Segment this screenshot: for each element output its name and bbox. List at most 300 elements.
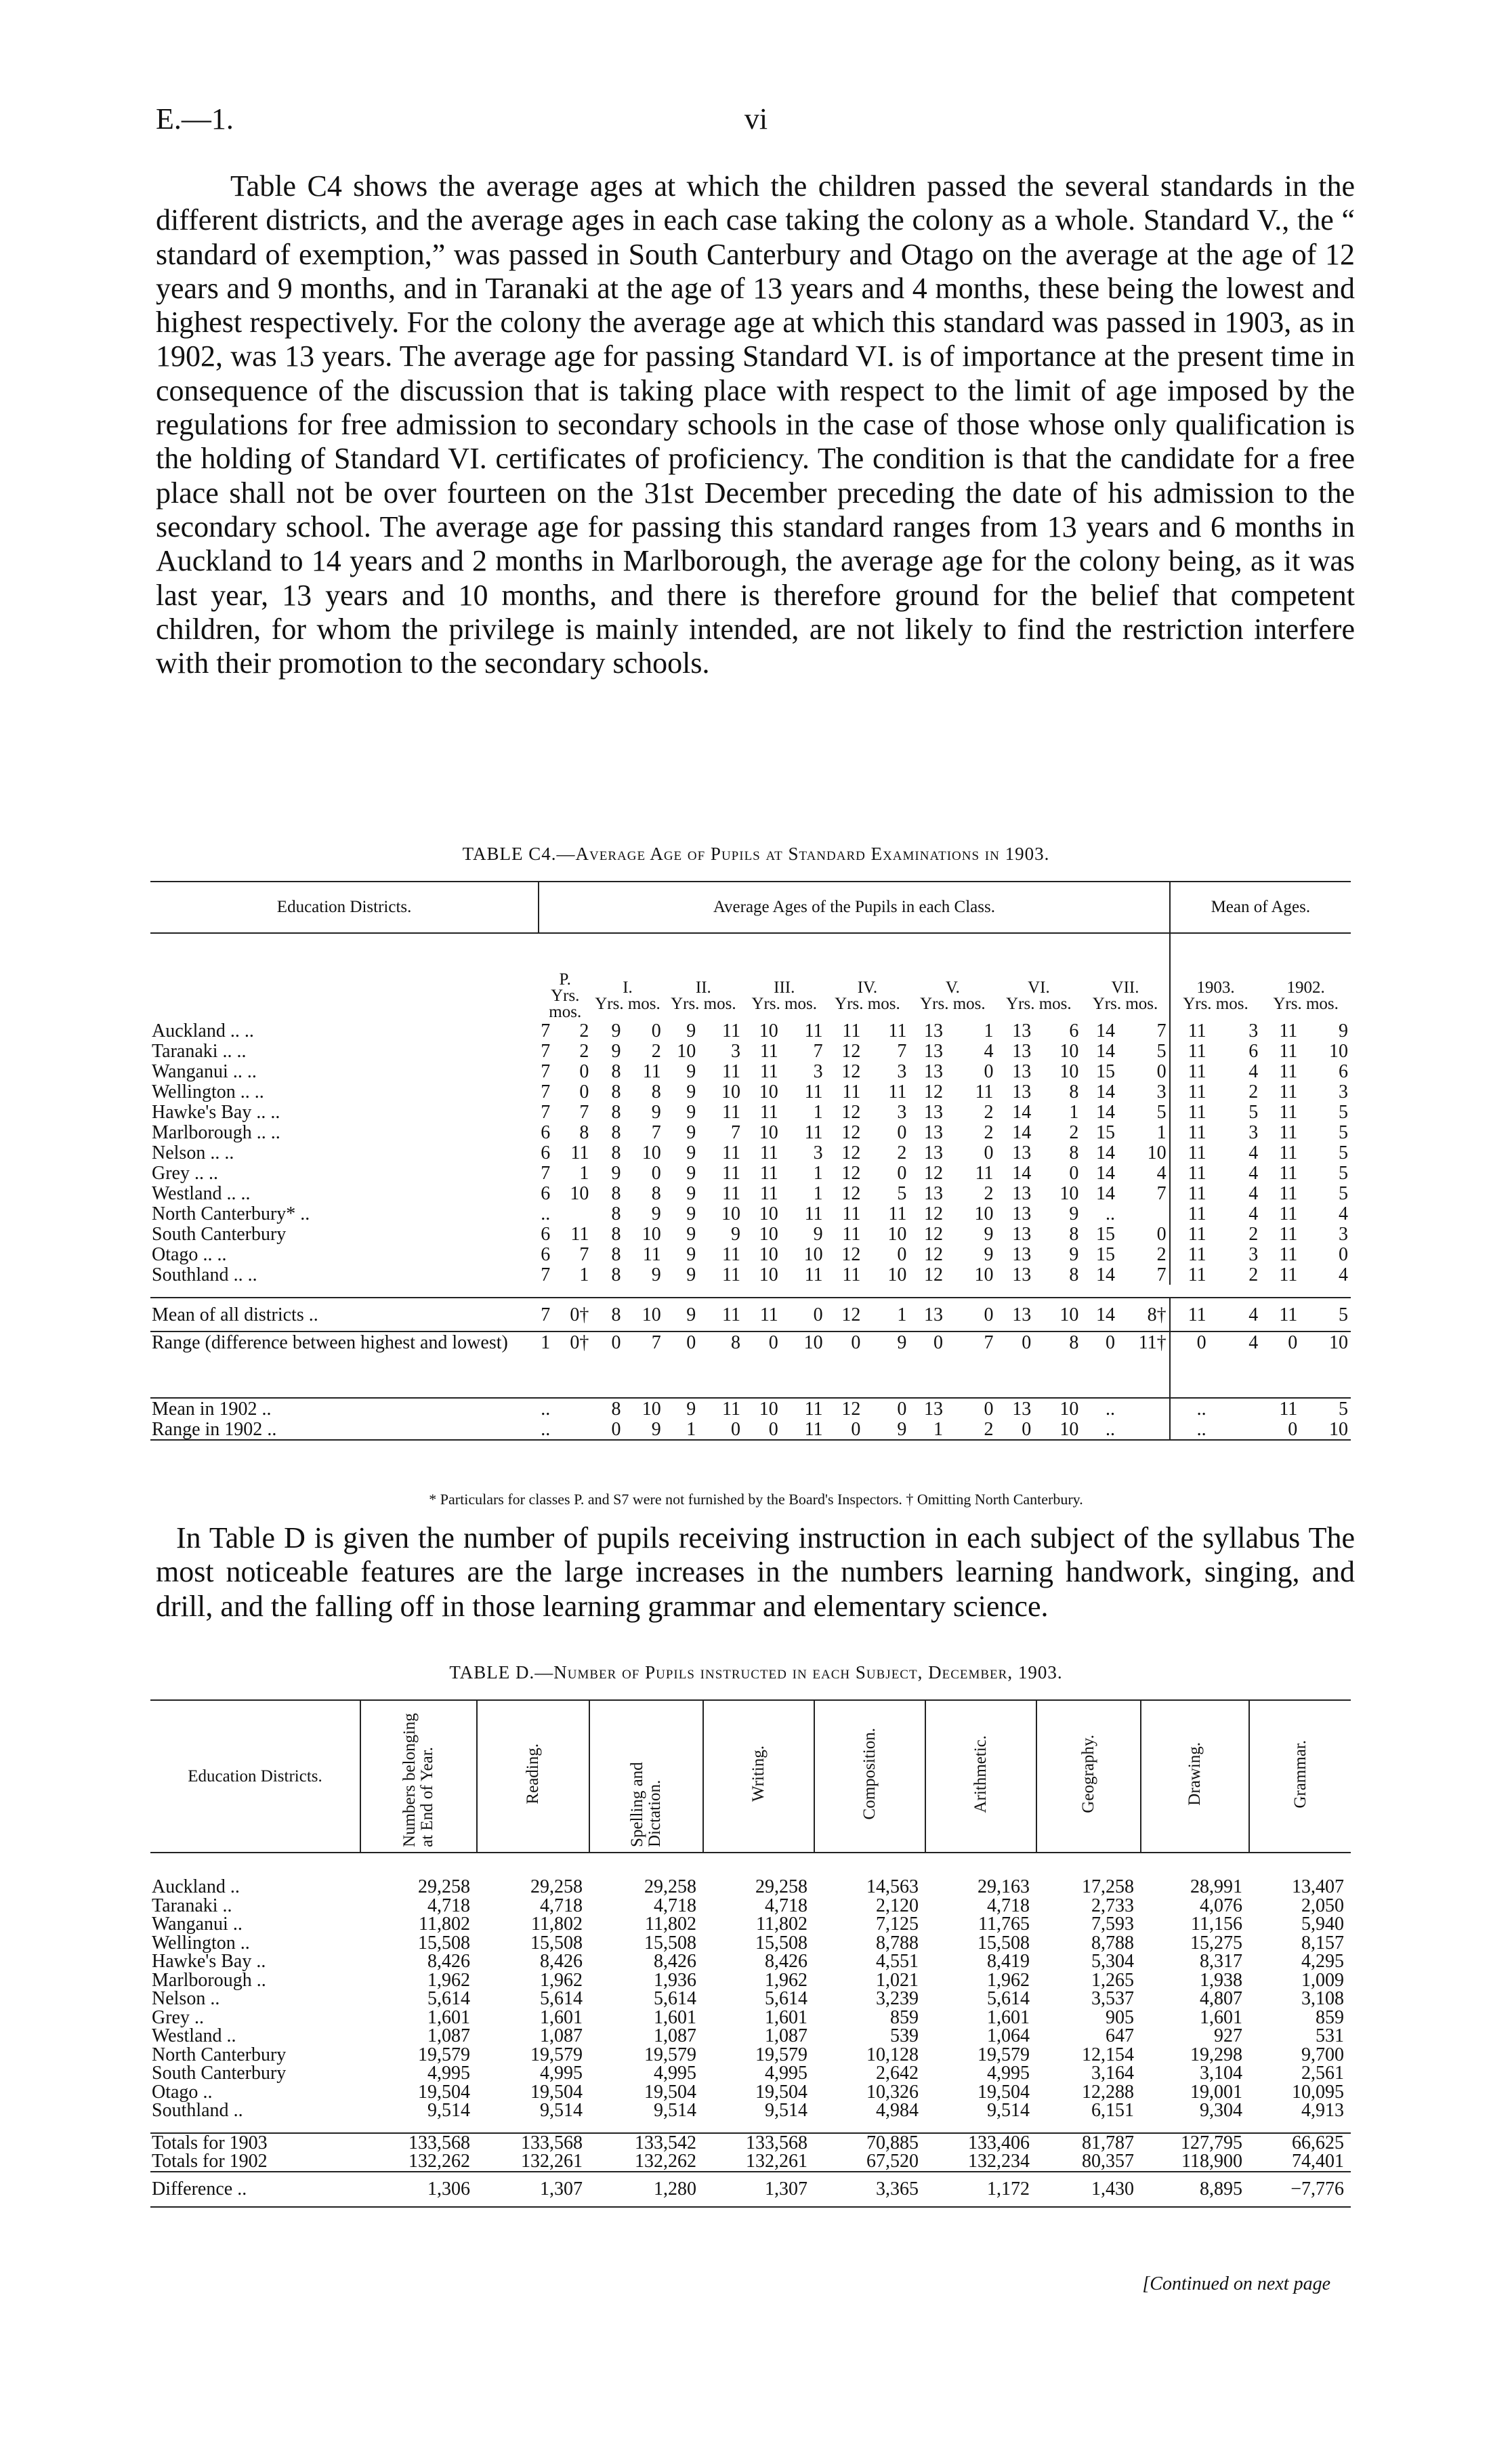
c4-gap-cell — [150, 1285, 1351, 1298]
count-cell: 19,579 — [530, 2044, 583, 2065]
district-name — [150, 1419, 539, 1440]
months-cell: 9 — [875, 1331, 909, 1398]
months-cell: 10 — [1046, 1419, 1081, 1440]
count-cell: 4,995 — [654, 2063, 696, 2084]
years-cell: .. — [541, 1203, 551, 1224]
count-cell: 9,514 — [427, 2100, 470, 2122]
months-cell: 10 — [793, 1331, 826, 1398]
count-cell: 5,304 — [1091, 1951, 1134, 1973]
count-cell: 66,625 — [1249, 2133, 1351, 2153]
years-cell: 9 — [611, 1040, 621, 1062]
count-cell: 5,614 — [654, 1988, 696, 2010]
count-cell: 10,326 — [866, 2081, 919, 2103]
count-cell: 133,568 — [477, 2133, 589, 2153]
years-cell: 9 — [686, 1060, 696, 1082]
count-cell: 1,307 — [703, 2172, 814, 2207]
leader-dots: .. — [203, 2081, 213, 2103]
leader-dots: .. .. — [222, 1040, 247, 1062]
years-cell: 12 — [923, 1162, 943, 1184]
count-cell: 1,430 — [1036, 2172, 1141, 2207]
years-cell: 10 — [677, 1040, 696, 1062]
count-cell: 1,172 — [925, 2172, 1036, 2207]
months-cell: 10 — [1147, 1142, 1167, 1163]
months-cell: 10 — [635, 1398, 663, 1419]
months-cell: 1 — [984, 1020, 994, 1041]
months-cell: 0 — [1339, 1243, 1348, 1265]
count-cell: 9,514 — [654, 2100, 696, 2122]
months-cell: 8 — [579, 1121, 589, 1143]
count-cell: 4,076 — [1200, 1895, 1242, 1916]
district-name — [150, 1203, 539, 1224]
months-cell: 3 — [897, 1101, 907, 1123]
count-cell: 647 — [1106, 2025, 1134, 2047]
count-cell: 1,009 — [1301, 1969, 1344, 1991]
years-cell: 7 — [539, 1298, 565, 1331]
c4-col-v — [909, 933, 996, 1020]
district-name — [150, 1061, 539, 1081]
months-cell: 0 — [897, 1121, 907, 1143]
months-cell: 7 — [958, 1331, 996, 1398]
months-cell: 6 — [1339, 1060, 1348, 1082]
c4-col-unit: Yrs. mos. — [549, 987, 582, 1021]
district-name — [150, 1971, 360, 1990]
months-cell: 0 — [579, 1081, 589, 1102]
years-cell: 13 — [923, 1182, 943, 1204]
count-cell: 859 — [890, 2006, 919, 2028]
c4-row-wellington — [150, 1081, 1351, 1102]
years-cell: 15 — [1096, 1223, 1116, 1245]
years-cell: 9 — [686, 1223, 696, 1245]
district-label: Nelson — [152, 1988, 206, 2010]
count-cell: 1,307 — [477, 2172, 589, 2207]
years-cell: 7 — [541, 1040, 551, 1062]
years-cell: 0 — [996, 1331, 1046, 1398]
col-label: Geography. — [1079, 1735, 1097, 1813]
months-cell: 4 — [1156, 1162, 1167, 1184]
count-cell: 133,568 — [360, 2133, 477, 2153]
leader-dots: .. — [232, 1914, 243, 1935]
years-cell: 0 — [1261, 1331, 1312, 1398]
months-cell — [565, 1398, 591, 1419]
c4-subhead-blank — [150, 933, 539, 1020]
district-name — [150, 1878, 360, 1897]
count-cell: 6,151 — [1091, 2100, 1134, 2122]
count-cell: 1,601 — [540, 2006, 583, 2028]
c4-col-unit: Yrs. mos. — [1006, 995, 1072, 1013]
years-cell: 0 — [1261, 1419, 1312, 1440]
years-cell: 12 — [841, 1101, 861, 1123]
years-cell: 11 — [1261, 1298, 1312, 1331]
months-cell: 10 — [803, 1243, 823, 1265]
count-cell: 132,262 — [635, 2151, 696, 2172]
col-geography — [1036, 1700, 1141, 1853]
district-name — [150, 2064, 360, 2083]
years-cell: 12 — [826, 1298, 876, 1331]
count-cell: 118,900 — [1181, 2151, 1242, 2172]
table-c4-body — [150, 1020, 1351, 1440]
district-label: Wanganui — [152, 1060, 228, 1082]
years-cell: 9 — [611, 1020, 621, 1041]
c4-col-label: IV. — [857, 978, 878, 997]
months-cell: 7 — [579, 1101, 589, 1123]
leader-dots: .. — [267, 1418, 277, 1440]
years-cell: 0 — [826, 1419, 876, 1440]
col-mean-of-ages: Mean of Ages. — [1170, 882, 1351, 933]
col-arithmetic — [925, 1700, 1036, 1853]
count-cell: 8,157 — [1301, 1932, 1344, 1954]
count-cell: 15,508 — [978, 1932, 1030, 1954]
years-cell: 11 — [759, 1101, 778, 1123]
district-name — [150, 2027, 360, 2046]
district-name — [150, 1915, 360, 1934]
district-name — [150, 1331, 539, 1398]
d-gap-top — [150, 1853, 1351, 1878]
page-header — [156, 102, 1356, 142]
years-cell: 13 — [909, 1398, 958, 1419]
count-cell: 2,050 — [1301, 1895, 1344, 1916]
years-cell: 9 — [686, 1020, 696, 1041]
months-cell — [565, 1203, 591, 1224]
years-cell: 11 — [1279, 1040, 1298, 1062]
c4-row-south-canterbury — [150, 1224, 1351, 1244]
months-cell: 3 — [1339, 1223, 1348, 1245]
district-name — [150, 2008, 360, 2027]
table-c4-footnote: * Particulars for classes P. and S7 were not furnished by the Board's Inspectors. † Omitting North Canterbury. — [429, 1491, 1083, 1508]
count-cell: 9,514 — [987, 2100, 1030, 2122]
years-cell: 13 — [923, 1142, 943, 1163]
table-c4-subheader — [150, 933, 1351, 1020]
years-cell: 12 — [923, 1223, 943, 1245]
district-name — [150, 1897, 360, 1916]
count-cell: 1,265 — [1091, 1969, 1134, 1991]
months-cell: 7 — [579, 1243, 589, 1265]
count-cell: 19,504 — [978, 2081, 1030, 2103]
count-cell: 1,087 — [427, 2025, 470, 2047]
col-numbers-belonging-at-end-of-year — [360, 1700, 477, 1853]
page-number: vi — [744, 102, 768, 136]
months-cell: 4 — [1221, 1298, 1261, 1331]
months-cell: 5 — [1339, 1162, 1348, 1184]
months-cell: 2 — [984, 1182, 994, 1204]
years-cell: 15 — [1096, 1121, 1116, 1143]
count-cell: 9,514 — [540, 2100, 583, 2122]
months-cell: 1 — [579, 1162, 589, 1184]
years-cell: 8 — [611, 1243, 621, 1265]
count-cell: 8,317 — [1200, 1951, 1242, 1973]
years-cell: 12 — [841, 1243, 861, 1265]
months-cell: 2 — [579, 1040, 589, 1062]
months-cell: 7 — [1156, 1182, 1167, 1204]
c4-col-unit: Yrs. mos. — [920, 995, 986, 1013]
months-cell: 8 — [651, 1081, 661, 1102]
years-cell: 13 — [1012, 1020, 1032, 1041]
district-name — [150, 1122, 539, 1142]
count-cell: 10,128 — [866, 2044, 919, 2065]
years-cell: 10 — [759, 1243, 778, 1265]
years-cell: 11 — [743, 1298, 793, 1331]
leader-dots: .. — [240, 1932, 250, 1954]
years-cell: 8 — [611, 1101, 621, 1123]
district-label: Auckland — [152, 1020, 226, 1041]
months-cell: 11 — [804, 1121, 823, 1143]
district-name — [150, 2101, 360, 2120]
years-cell: 9 — [686, 1101, 696, 1123]
years-cell: 0 — [1081, 1331, 1130, 1398]
months-cell: 2 — [984, 1121, 994, 1143]
years-cell: 11 — [842, 1081, 861, 1102]
years-cell: 11 — [842, 1264, 861, 1285]
months-cell: 11 — [642, 1060, 661, 1082]
months-cell: 9 — [984, 1243, 994, 1265]
months-cell: 7 — [813, 1040, 823, 1062]
count-cell: 8,895 — [1141, 2172, 1249, 2207]
years-cell: 11 — [1279, 1142, 1298, 1163]
years-cell: .. — [1081, 1398, 1130, 1419]
leader-dots: .. .. — [232, 1060, 257, 1082]
months-cell: 10 — [1329, 1040, 1348, 1062]
years-cell: 14 — [1012, 1101, 1032, 1123]
years-cell: 14 — [1096, 1040, 1116, 1062]
years-cell: 9 — [686, 1264, 696, 1285]
years-cell: 12 — [923, 1081, 943, 1102]
years-cell: 13 — [1012, 1264, 1032, 1285]
c4-row-nelson — [150, 1142, 1351, 1163]
months-cell: 6 — [1069, 1020, 1079, 1041]
months-cell: 3 — [1248, 1243, 1259, 1265]
years-cell: 13 — [1012, 1182, 1032, 1204]
years-cell: 11 — [1279, 1101, 1298, 1123]
leader-dots: .. .. — [256, 1101, 280, 1123]
years-cell: 8 — [611, 1203, 621, 1224]
months-cell: 8 — [711, 1331, 743, 1398]
years-cell: 14 — [1096, 1162, 1116, 1184]
years-cell: 12 — [841, 1182, 861, 1204]
d-gap-cell — [150, 2120, 1351, 2133]
years-cell: 11 — [1261, 1398, 1312, 1419]
table-c4-title-prefix: TABLE C4.— — [462, 844, 576, 864]
count-cell: 1,280 — [589, 2172, 703, 2207]
months-cell: 4 — [1221, 1331, 1261, 1398]
count-cell: 2,642 — [876, 2063, 919, 2084]
years-cell: .. — [1170, 1398, 1221, 1419]
years-cell: 13 — [1012, 1081, 1032, 1102]
leader-dots: .. .. — [230, 1020, 254, 1041]
col-education-districts: Education Districts. — [150, 882, 539, 933]
years-cell: 11 — [1170, 1264, 1221, 1285]
c4-row-auckland — [150, 1020, 1351, 1041]
c4-row-range-1902 — [150, 1419, 1351, 1440]
months-cell: 0 — [651, 1162, 661, 1184]
c4-row-mean-1902 — [150, 1398, 1351, 1419]
leader-dots: .. .. — [210, 1142, 234, 1163]
c4-col-unit: Yrs. mos. — [1092, 995, 1158, 1013]
c4-row-otago — [150, 1244, 1351, 1264]
months-cell: 0 — [984, 1060, 994, 1082]
count-cell: 15,508 — [418, 1932, 470, 1954]
months-cell: 1 — [1156, 1121, 1167, 1143]
district-name — [150, 1989, 360, 2008]
count-cell: 4,718 — [654, 1895, 696, 1916]
months-cell: 6 — [1248, 1040, 1259, 1062]
count-cell: 1,962 — [427, 1969, 470, 1991]
count-cell: 1,938 — [1200, 1969, 1242, 1991]
months-cell: 10 — [635, 1298, 663, 1331]
col-reading — [477, 1700, 589, 1853]
years-cell: 13 — [923, 1121, 943, 1143]
years-cell: 14 — [1012, 1121, 1032, 1143]
years-cell: 11 — [759, 1182, 778, 1204]
district-label: Southland — [152, 2100, 229, 2122]
months-cell: 2 — [1069, 1121, 1079, 1143]
count-cell: 133,406 — [925, 2133, 1036, 2153]
months-cell: 0 — [579, 1060, 589, 1082]
count-cell: 29,258 — [644, 1876, 696, 1898]
count-cell: −7,776 — [1249, 2172, 1351, 2207]
months-cell: 10 — [1046, 1398, 1081, 1419]
months-cell: 3 — [1248, 1121, 1259, 1143]
months-cell: 11 — [804, 1264, 823, 1285]
years-cell: 11 — [759, 1142, 778, 1163]
c4-col-label: VII. — [1111, 978, 1139, 997]
district-label: Westland — [152, 2025, 222, 2047]
months-cell: 5 — [1339, 1142, 1348, 1163]
count-cell: 4,995 — [427, 2063, 470, 2084]
district-name — [150, 1163, 539, 1183]
count-cell: 5,614 — [540, 1988, 583, 2010]
count-cell: 3,365 — [814, 2172, 925, 2207]
years-cell: 11 — [1279, 1020, 1298, 1041]
months-cell: 5 — [1312, 1398, 1351, 1419]
count-cell: 9,700 — [1301, 2044, 1344, 2065]
months-cell: 5 — [1156, 1101, 1167, 1123]
years-cell: 11 — [1279, 1060, 1298, 1082]
years-cell: 6 — [541, 1121, 551, 1143]
years-cell: 11 — [1170, 1244, 1221, 1264]
col-label: Drawing. — [1185, 1742, 1204, 1806]
c4-row-north-canterbury- — [150, 1203, 1351, 1224]
district-name — [150, 1142, 539, 1163]
months-cell: 2 — [958, 1419, 996, 1440]
months-cell: 11 — [570, 1223, 589, 1245]
years-cell: 11 — [1170, 1224, 1221, 1244]
district-label: North Canterbury — [152, 2044, 287, 2065]
years-cell: 11 — [1279, 1182, 1298, 1204]
years-cell: 9 — [664, 1298, 711, 1331]
count-cell: 1,601 — [987, 2006, 1030, 2028]
count-cell: 15,275 — [1190, 1932, 1242, 1954]
years-cell: 11 — [1170, 1298, 1221, 1331]
leader-dots: .. — [237, 2179, 247, 2200]
c4-col-p — [539, 933, 591, 1020]
years-cell: 11 — [1279, 1081, 1298, 1102]
c4-col-vii — [1081, 933, 1169, 1020]
years-cell: 8 — [611, 1121, 621, 1143]
leader-dots: .. .. — [226, 1182, 251, 1204]
years-cell: 11 — [1279, 1203, 1298, 1224]
count-cell: 1,601 — [765, 2006, 807, 2028]
leader-dots: .. — [210, 1988, 220, 2010]
table-d — [150, 1699, 1351, 2208]
years-cell: 0 — [743, 1331, 793, 1398]
years-cell: 11 — [842, 1223, 861, 1245]
years-cell: 13 — [923, 1020, 943, 1041]
col-label: Writing. — [749, 1746, 768, 1802]
years-cell: 7 — [541, 1162, 551, 1184]
district-label: Taranaki — [152, 1040, 218, 1062]
years-cell: 12 — [923, 1264, 943, 1285]
count-cell: 3,108 — [1301, 1988, 1344, 2010]
district-name — [150, 1041, 539, 1061]
years-cell: 9 — [664, 1398, 711, 1419]
d-row-grey — [150, 2008, 1351, 2027]
count-cell: 127,795 — [1141, 2133, 1249, 2153]
months-cell: 2 — [897, 1142, 907, 1163]
months-cell: 4 — [984, 1040, 994, 1062]
months-cell: 1 — [813, 1162, 823, 1184]
years-cell: 11 — [842, 1203, 861, 1224]
years-cell: 15 — [1096, 1060, 1116, 1082]
months-cell: 11 — [888, 1020, 907, 1041]
district-label: Wellington — [152, 1932, 236, 1954]
count-cell: 3,104 — [1200, 2063, 1242, 2084]
count-cell: 9,304 — [1200, 2100, 1242, 2122]
d-row-hawke-s-bay — [150, 1952, 1351, 1971]
months-cell: 4 — [1248, 1142, 1259, 1163]
count-cell: 5,614 — [765, 1988, 807, 2010]
c4-col-vi — [996, 933, 1081, 1020]
months-cell: 10 — [1059, 1040, 1079, 1062]
d-gap-mid — [150, 2120, 1351, 2133]
district-label: South Canterbury — [152, 1223, 287, 1245]
months-cell: 4 — [1248, 1060, 1259, 1082]
years-cell: 12 — [923, 1243, 943, 1265]
district-label: Taranaki — [152, 1895, 218, 1916]
d-row-nelson — [150, 1989, 1351, 2008]
leader-dots: .. — [261, 1398, 272, 1420]
count-cell: 3,164 — [1091, 2063, 1134, 2084]
count-cell: 17,258 — [1082, 1876, 1134, 1898]
count-cell: 8,419 — [987, 1951, 1030, 1973]
c4-col-unit: Yrs. mos. — [835, 995, 900, 1013]
count-cell: 3,537 — [1091, 1988, 1134, 2010]
count-cell: 1,962 — [765, 1969, 807, 1991]
count-cell: 19,579 — [978, 2044, 1030, 2065]
count-cell: 5,614 — [987, 1988, 1030, 2010]
months-cell — [1130, 1398, 1170, 1419]
leader-dots: .. — [194, 2006, 204, 2028]
c4-col-label: VI. — [1028, 978, 1050, 997]
count-cell: 19,504 — [644, 2081, 696, 2103]
months-cell: 2 — [984, 1101, 994, 1123]
table-c4-title-text: Average Age of Pupils at Standard Examinations in 1903. — [575, 844, 1050, 864]
years-cell: 13 — [996, 1398, 1046, 1419]
months-cell: 10 — [974, 1264, 994, 1285]
count-cell: 1,936 — [654, 1969, 696, 1991]
months-cell: 0† — [565, 1331, 591, 1398]
years-cell: 7 — [541, 1020, 551, 1041]
months-cell: 2 — [1156, 1243, 1167, 1265]
leader-dots: .. — [226, 2025, 236, 2047]
months-cell: 2 — [1248, 1223, 1259, 1245]
years-cell: 11 — [1279, 1162, 1298, 1184]
years-cell: 13 — [1012, 1203, 1032, 1224]
months-cell: 9 — [730, 1223, 740, 1245]
months-cell: 5 — [1339, 1182, 1348, 1204]
d-row-marlborough — [150, 1971, 1351, 1990]
months-cell: 3 — [730, 1040, 740, 1062]
months-cell: 11 — [804, 1081, 823, 1102]
count-cell: 1,962 — [540, 1969, 583, 1991]
